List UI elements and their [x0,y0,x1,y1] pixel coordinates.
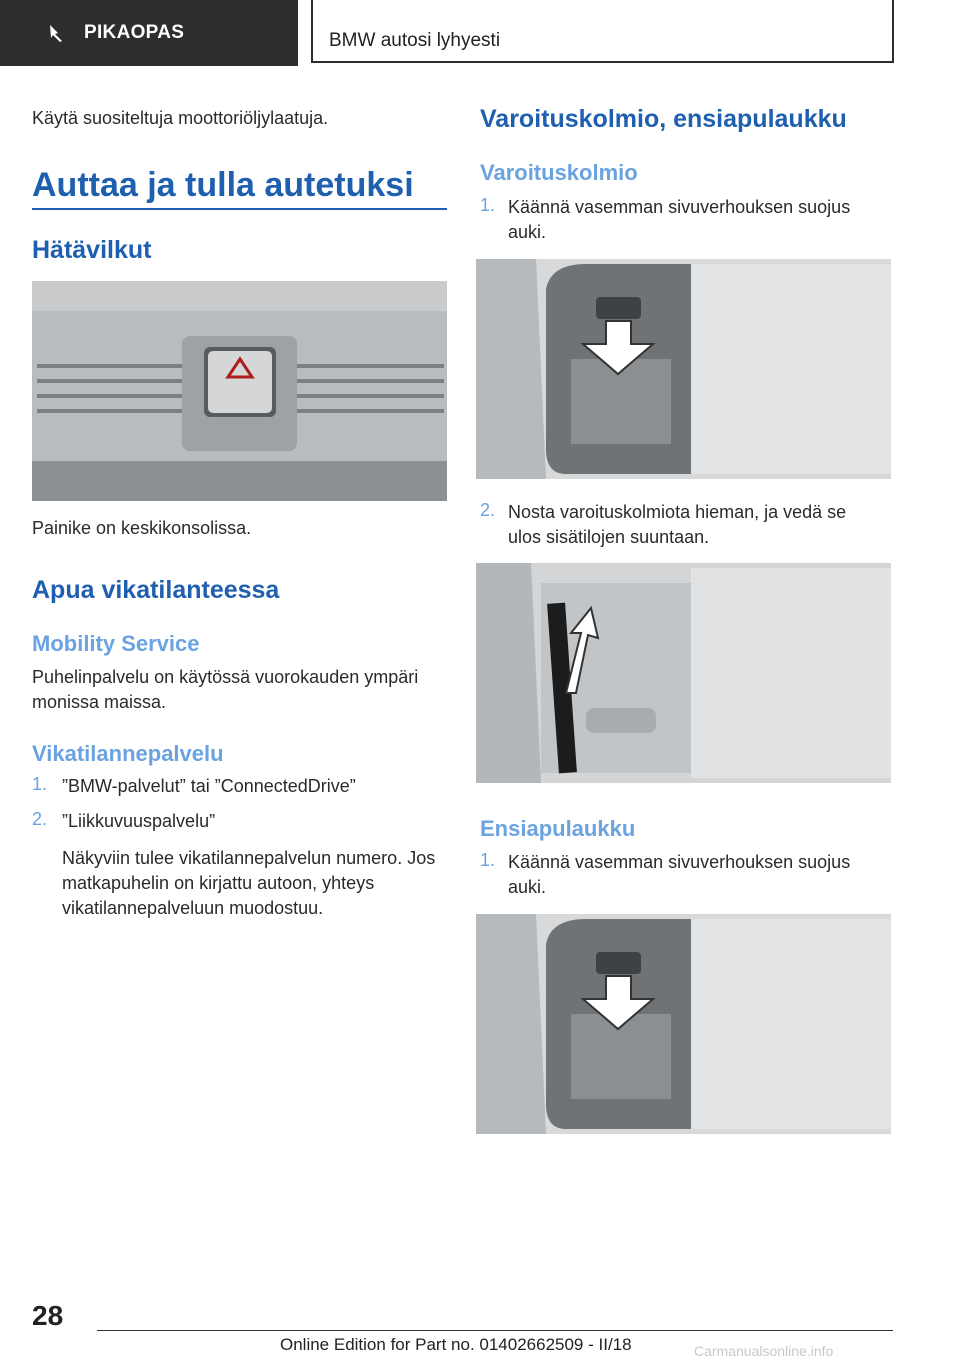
list-item [32,809,452,834]
mobility-heading: Mobility Service [32,631,200,656]
footer-divider [97,1330,893,1331]
list-item [480,850,880,900]
list-item [480,195,880,245]
page-title: Auttaa ja tulla autetuksi [32,166,414,204]
firstaid-heading: Ensiapulaukku [480,816,636,841]
chapter-title: BMW autosi lyhyesti [329,30,501,51]
mobility-text: Puhelinpalvelu on käytössä vuorokauden ympäri monissa maissa. [32,667,419,712]
intro-text: Käytä suositeltuja moottoriöljylaatuja. [32,108,329,128]
step-text: Käännä vasemman sivuverhouksen suojus auki. [508,197,851,242]
step-number: 2. [480,500,496,520]
step-number: 1. [480,195,496,215]
step-number: 2. [32,809,48,829]
list-item [480,500,880,550]
hazard-switch-image [32,281,447,501]
breakdown-heading: Apua vikatilanteessa [32,576,280,604]
triangle-heading: Varoituskolmio [480,160,638,185]
step-number: 1. [32,774,48,794]
firstaid-cover-image [476,914,891,1134]
triangle-section-heading: Varoituskolmio, ensiapulaukku [480,105,847,133]
chapter-header [311,0,894,63]
edition-info: Online Edition for Part no. 01402662509 - II/18 [280,1335,632,1354]
step-text: ”Liikkuvuuspalvelu” [62,811,216,831]
step-note: Näkyviin tulee vikatilannepalvelun numero. Jos matkapuhelin on kirjattu autoon, yhteys vikatilannepalveluun muodostuu. [62,848,436,918]
step-text: Käännä vasemman sivuverhouksen suojus auki. [508,852,851,897]
page-number: 28 [32,1300,64,1331]
triangle-removal-image [476,563,891,783]
step-text: ”BMW-palvelut” tai ”ConnectedDrive” [62,776,356,796]
vika-heading: Vikatilannepalvelu [32,741,224,766]
hazard-caption: Painike on keskikonsolissa. [32,518,252,538]
trunk-cover-image [476,259,891,479]
step-number: 1. [480,850,496,870]
hazard-heading: Hätävilkut [32,236,152,264]
title-divider [32,208,447,210]
vika-step-list [32,774,452,921]
section-tab[interactable] [0,0,298,66]
list-item [32,774,452,799]
pin-icon [44,22,66,44]
section-label: PIKAOPAS [84,22,185,43]
watermark: Carmanualsonline.info [694,1343,834,1359]
step-text: Nosta varoituskolmiota hieman, ja vedä se ulos sisätilojen suuntaan. [508,502,847,547]
